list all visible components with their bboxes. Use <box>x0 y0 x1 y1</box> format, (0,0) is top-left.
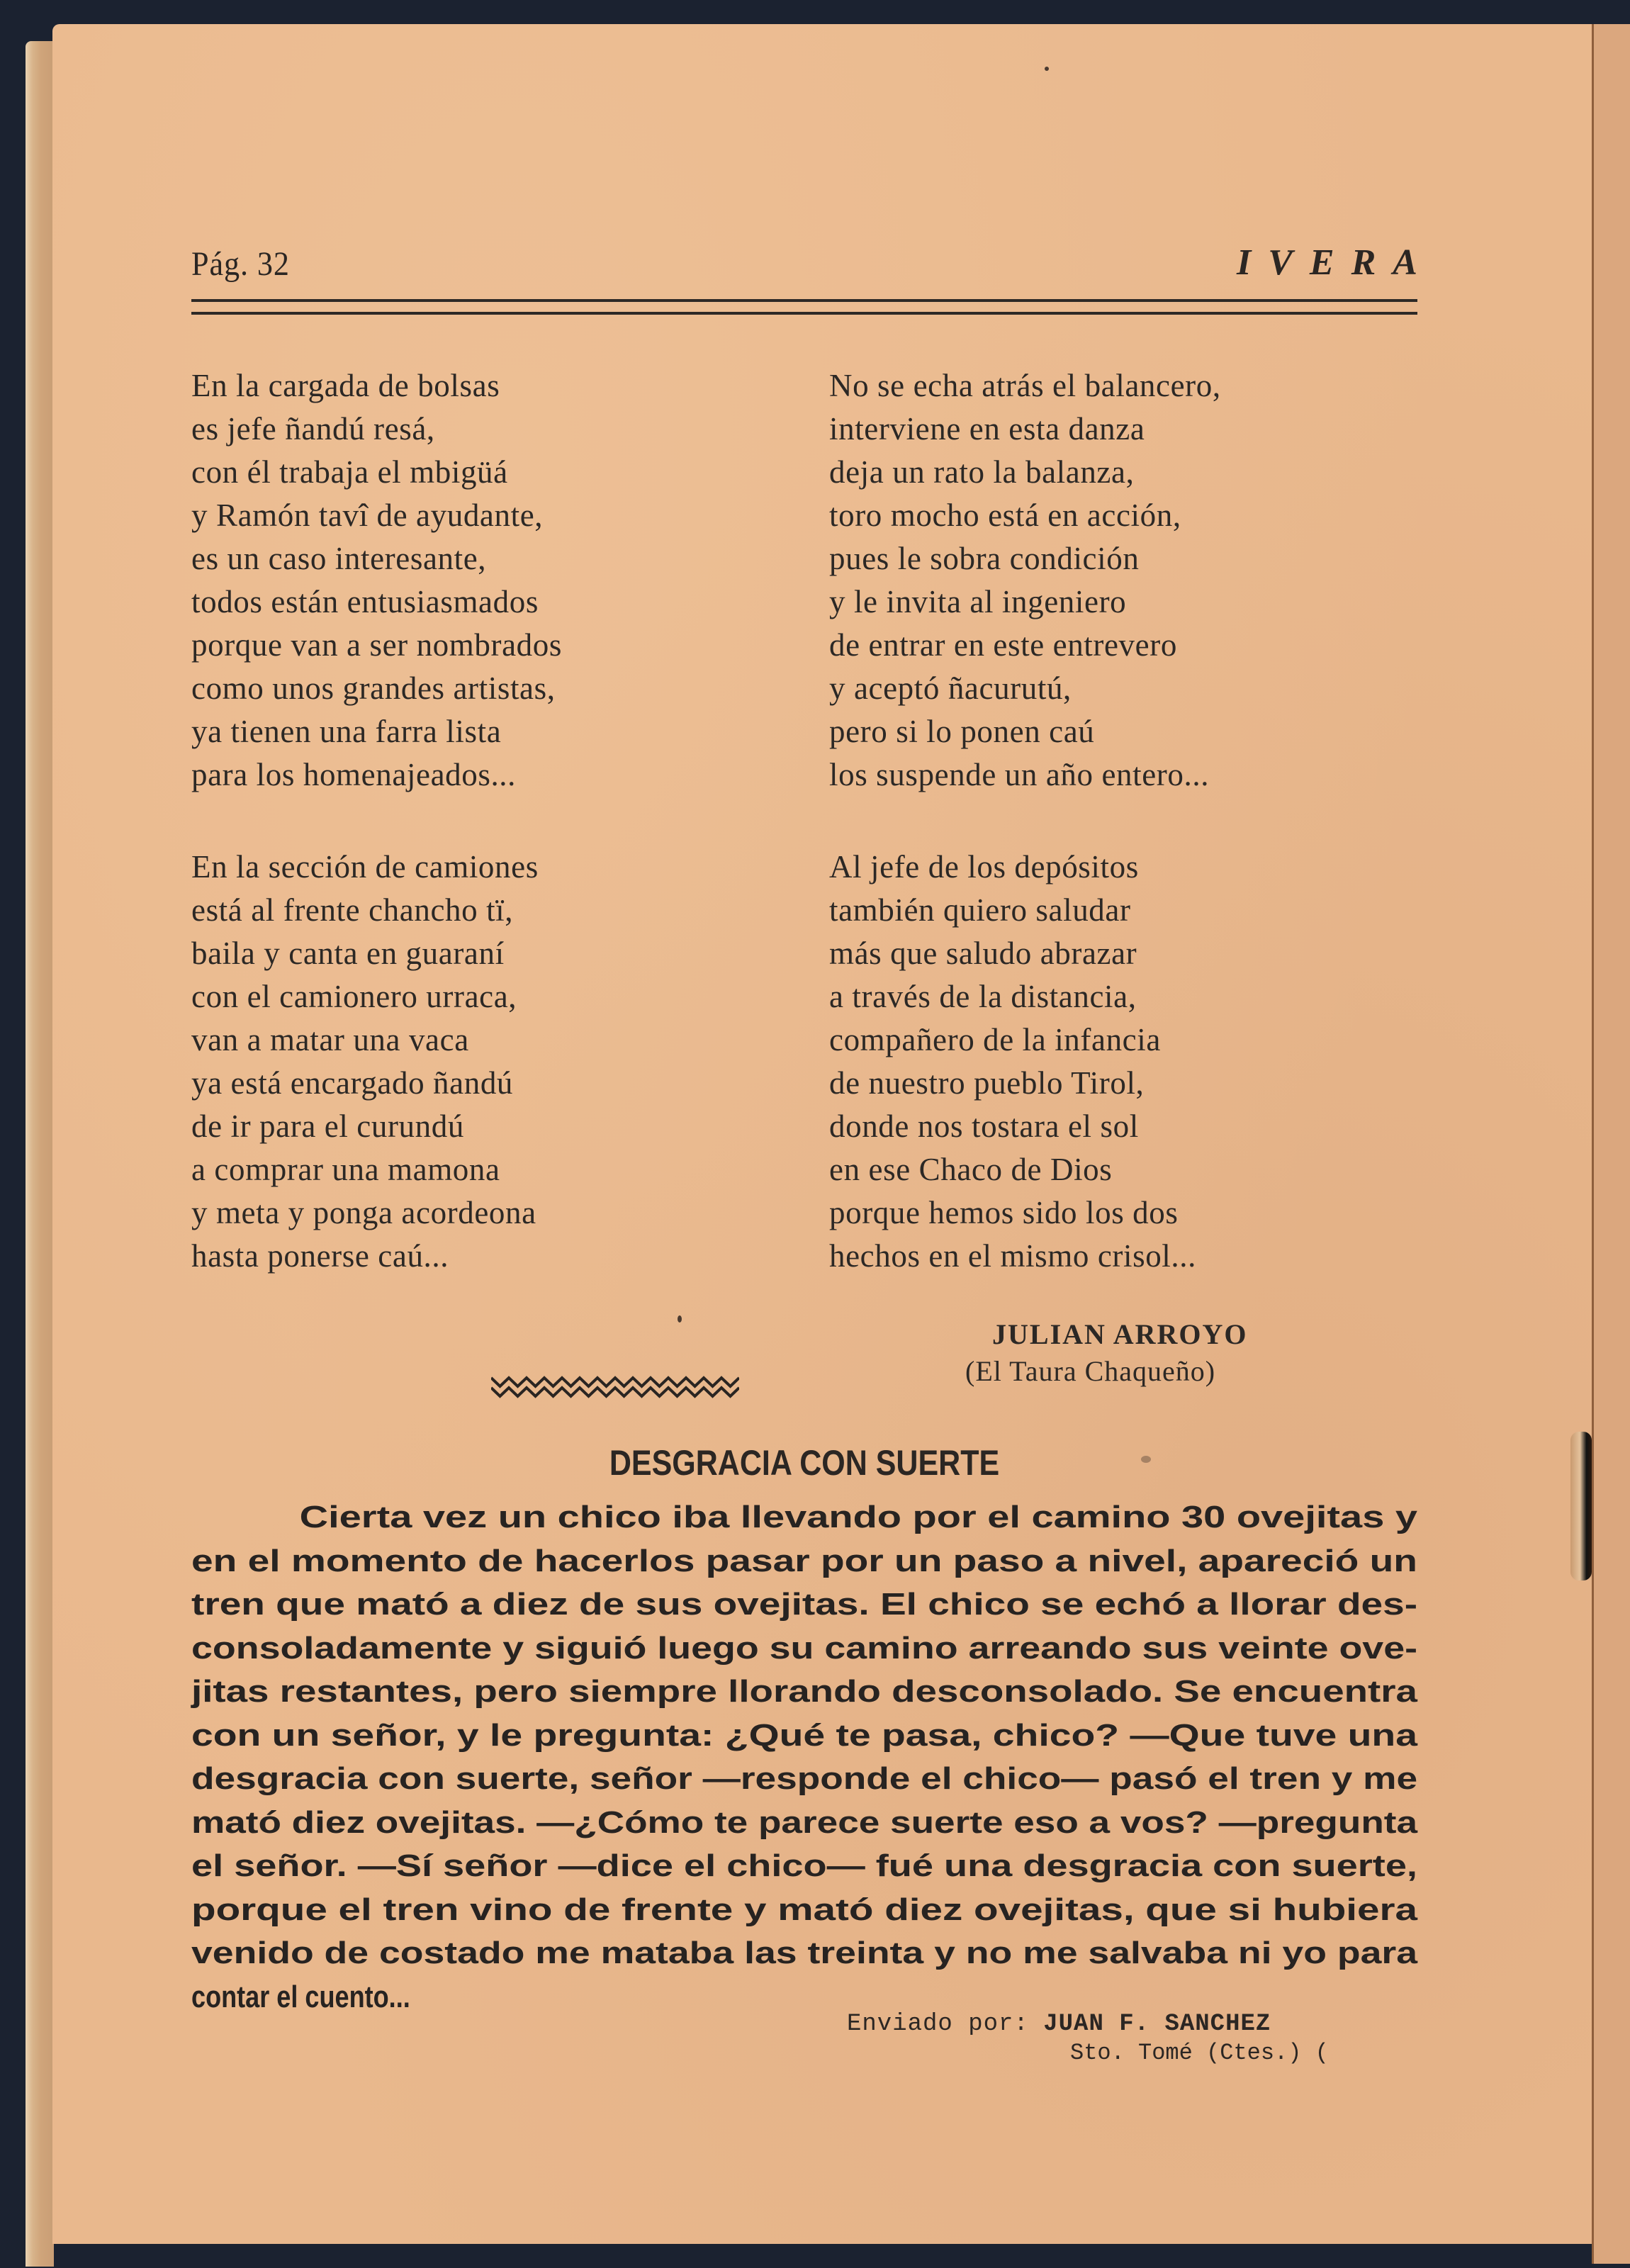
poem-author-alias: (El Taura Chaqueño) <box>965 1355 1216 1387</box>
poem-line: y aceptó ñacurutú, <box>829 670 1072 706</box>
poem-line: también quiero saludar <box>829 892 1131 928</box>
poem-stanza <box>829 846 1417 1278</box>
ink-speck <box>1045 67 1049 71</box>
poem-line: Al jefe de los depósitos <box>829 849 1139 885</box>
sender-name: JUAN F. SANCHEZ <box>1043 2011 1271 2038</box>
poem-line: ya está encargado ñandú <box>191 1065 514 1101</box>
page-stack-edge <box>26 41 54 2267</box>
poem-line: toro mocho está en acción, <box>829 498 1181 533</box>
poem-line: a comprar una mamona <box>191 1152 500 1187</box>
story-line: desgracia con suerte, señor —responde el chico— pasó el tren y me <box>191 1761 1418 1796</box>
page-content <box>191 241 1434 1420</box>
poem-right-column <box>829 364 1417 1327</box>
story-line: venido de costado me mataba las treinta y no me salvaba ni yo para <box>191 1936 1418 1970</box>
story-line: Cierta vez un chico iba llevando por el camino 30 ovejitas y <box>299 1500 1418 1534</box>
poem-left-column <box>191 364 787 1327</box>
story-line: con un señor, y le pregunta: ¿Qué te pasa, chico? —Que tuve una <box>191 1717 1417 1753</box>
story-line: consoladamente y siguió luego su camino arreando sus veinte ove- <box>191 1630 1418 1666</box>
poem-stanza <box>191 364 787 797</box>
poem-line: interviene en esta danza <box>829 411 1145 447</box>
poem-line: pues le sobra condición <box>829 541 1140 576</box>
poem-line: en ese Chaco de Dios <box>829 1152 1113 1187</box>
poem-line: de entrar en este entrevero <box>829 627 1177 663</box>
poem-line: y le invita al ingeniero <box>829 584 1127 619</box>
story-title: DESGRACIA CON SUERTE <box>609 1443 1000 1483</box>
poem-line: para los homenajeados... <box>191 757 517 792</box>
poem-line: En la cargada de bolsas <box>191 368 500 403</box>
poem-line: deja un rato la balanza, <box>829 454 1135 490</box>
zigzag-line-bottom <box>491 1388 739 1396</box>
poem-line: ya tienen una farra lista <box>191 714 502 749</box>
poem-line: es un caso interesante, <box>191 541 487 576</box>
poem-line: todos están entusiasmados <box>191 584 539 619</box>
poem-line: En la sección de camiones <box>191 849 539 885</box>
poem-line: van a matar una vaca <box>191 1022 469 1057</box>
page-header <box>191 241 1434 284</box>
poem-line: compañero de la infancia <box>829 1022 1161 1057</box>
poem-line: con él trabaja el mbigüá <box>191 454 508 490</box>
story-line: jitas restantes, pero siempre llorando desconsolado. Se encuentra <box>191 1674 1417 1709</box>
zigzag-divider <box>491 1375 739 1400</box>
story-body <box>191 1495 1424 2019</box>
poem-line: y Ramón tavî de ayudante, <box>191 498 544 533</box>
story-line: mató diez ovejitas. —¿Cómo te parece suerte eso a vos? —pregunta <box>191 1804 1418 1840</box>
poem-author: JULIAN ARROYO <box>992 1318 1248 1350</box>
magazine-title: IVERA <box>1237 242 1434 283</box>
poem-line: a través de la distancia, <box>829 979 1137 1014</box>
story-line: tren que mató a diez de sus ovejitas. El chico se echó a llorar des- <box>191 1587 1418 1622</box>
poem-line: porque van a ser nombrados <box>191 627 562 663</box>
poem-line: es jefe ñandú resá, <box>191 411 435 447</box>
poem-line: pero si lo ponen caú <box>829 714 1095 749</box>
poem-line: con el camionero urraca, <box>191 979 517 1014</box>
poem-line: como unos grandes artistas, <box>191 670 556 706</box>
poem-line: de nuestro pueblo Tirol, <box>829 1065 1145 1101</box>
sender-place: Sto. Tomé (Ctes.) ( <box>1070 2040 1329 2066</box>
poem-line: y meta y ponga acordeona <box>191 1195 536 1230</box>
poem-columns <box>191 364 1417 1420</box>
poem-line: hechos en el mismo crisol... <box>829 1238 1196 1274</box>
poem-line: está al frente chancho tï, <box>191 892 514 928</box>
poem-line: hasta ponerse caú... <box>191 1238 449 1274</box>
poem-line: baila y canta en guaraní <box>191 936 505 971</box>
poem-line: más que saludo abrazar <box>829 936 1137 971</box>
story-line: contar el cuento... <box>191 1979 410 2014</box>
poem-stanza <box>191 846 787 1278</box>
poem-line: porque hemos sido los dos <box>829 1195 1179 1230</box>
poem-line: los suspende un año entero... <box>829 757 1210 792</box>
story-sender <box>847 2009 1271 2039</box>
poem-stanza <box>829 364 1417 797</box>
page-number: Pág. 32 <box>191 245 290 283</box>
story-line: en el momento de hacerlos pasar por un paso a nivel, apareció un <box>191 1543 1417 1578</box>
poem-line: No se echa atrás el balancero, <box>829 368 1221 403</box>
poem-line: de ir para el curundú <box>191 1108 464 1144</box>
zigzag-line-top <box>491 1378 739 1386</box>
poem-line: donde nos tostara el sol <box>829 1108 1139 1144</box>
header-double-rule <box>191 299 1417 315</box>
sender-label: Enviado por: <box>847 2011 1029 2038</box>
story-line: porque el tren vino de frente y mató diez ovejitas, que si hubiera <box>191 1892 1418 1927</box>
story-line: el señor. —Sí señor —dice el chico— fué una desgracia con suerte, <box>191 1848 1417 1883</box>
